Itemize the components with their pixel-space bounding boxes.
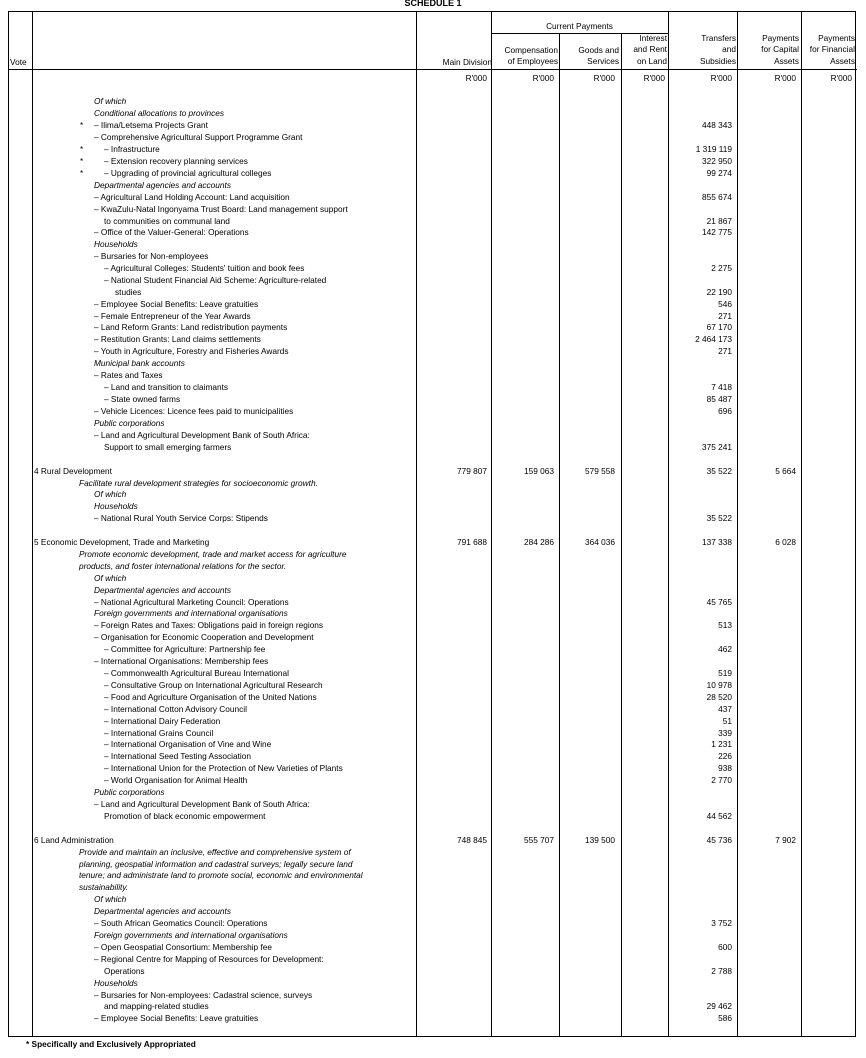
- amount-cell: 519: [718, 668, 732, 678]
- amount-cell: 139 500: [585, 835, 615, 845]
- unit-label: R'000: [532, 73, 554, 83]
- table-row: [9, 572, 857, 584]
- row-label: – Employee Social Benefits: Leave gratuities: [94, 1013, 259, 1023]
- table-row: [9, 631, 857, 643]
- amount-cell: 159 063: [524, 466, 554, 476]
- unit-label: R'000: [643, 73, 665, 83]
- row-label: Households: [94, 239, 138, 249]
- row-label: – Foreign Rates and Taxes: Obligations paid in foreign regions: [94, 620, 324, 630]
- row-label: – Open Geospatial Consortium: Membership fee: [94, 942, 273, 952]
- row-label: – International Union for the Protection of New Varieties of Plants: [104, 763, 343, 773]
- row-label: – Comprehensive Agricultural Support Programme Grant: [94, 132, 303, 142]
- table-row: [9, 667, 857, 679]
- header-rule: [9, 69, 857, 70]
- table-row: [9, 584, 857, 596]
- row-label: – Land Reform Grants: Land redistribution payments: [94, 322, 288, 332]
- row-label: – Bursaries for Non-employees: Cadastral science, surveys: [94, 990, 313, 1000]
- row-label: – Food and Agriculture Organisation of the United Nations: [104, 692, 317, 702]
- header-line: and Rent: [633, 44, 667, 55]
- amount-cell: 2 275: [711, 263, 732, 273]
- amount-cell: 22 190: [706, 287, 732, 297]
- unit-label: R'000: [774, 73, 796, 83]
- amount-cell: 938: [718, 763, 732, 773]
- row-label: – State owned farms: [104, 394, 181, 404]
- amount-cell: 29 462: [706, 1001, 732, 1011]
- row-label: – International Seed Testing Association: [104, 751, 251, 761]
- row-label: Public corporations: [94, 787, 165, 797]
- table-row: [9, 893, 857, 905]
- row-label: – Land and Agricultural Development Bank of South Africa:: [94, 430, 310, 440]
- row-label: – Regional Centre for Mapping of Resources for Development:: [94, 954, 324, 964]
- table-row: [9, 357, 857, 369]
- amount-cell: 855 674: [702, 192, 732, 202]
- table-row: [9, 810, 857, 822]
- table-row: [9, 774, 857, 786]
- row-label: Departmental agencies and accounts: [94, 585, 231, 595]
- amount-cell: 6 028: [775, 537, 796, 547]
- amount-cell: 2 788: [711, 966, 732, 976]
- row-label: – Committee for Agriculture: Partnership fee: [104, 644, 266, 654]
- row-label: – International Organisation of Vine and Wine: [104, 739, 272, 749]
- amount-cell: 513: [718, 620, 732, 630]
- amount-cell: 448 343: [702, 120, 732, 130]
- table-row: [9, 500, 857, 512]
- row-label: – Consultative Group on International Agricultural Research: [104, 680, 323, 690]
- table-row: [9, 881, 857, 893]
- row-label: Foreign governments and international organisations: [94, 608, 288, 618]
- table-row: [9, 965, 857, 977]
- row-label: – National Student Financial Aid Scheme: Agriculture-related: [104, 275, 327, 285]
- row-label: Facilitate rural development strategies for socioeconomic growth.: [79, 478, 318, 488]
- row-label: Of which: [94, 894, 127, 904]
- table-row: [9, 393, 857, 405]
- table-row: [9, 405, 857, 417]
- row-label: 6 Land Administration: [34, 835, 114, 845]
- schedule-table: [8, 11, 856, 1037]
- header-line: Subsidies: [700, 55, 736, 66]
- table-row: [9, 738, 857, 750]
- row-label: – Female Entrepreneur of the Year Awards: [94, 311, 251, 321]
- footnote: * Specifically and Exclusively Appropriated: [26, 1039, 196, 1049]
- table-row: [9, 929, 857, 941]
- amount-cell: 2 464 173: [695, 334, 732, 344]
- header-line: Goods and: [578, 45, 619, 55]
- table-row: [9, 536, 857, 548]
- vote-header: Vote: [10, 57, 27, 67]
- amount-cell: 35 522: [706, 466, 732, 476]
- amount-cell: 586: [718, 1013, 732, 1023]
- amount-cell: 99 274: [706, 168, 732, 178]
- row-label: and mapping-related studies: [104, 1001, 209, 1011]
- table-row: [9, 203, 857, 215]
- row-label: – Agricultural Land Holding Account: Land acquisition: [94, 192, 290, 202]
- table-row: [9, 512, 857, 524]
- row-label: sustainability.: [79, 882, 129, 892]
- table-row: [9, 846, 857, 858]
- table-row: [9, 155, 857, 167]
- row-label: Of which: [94, 489, 127, 499]
- amount-cell: 791 688: [457, 537, 487, 547]
- row-label: – Rates and Taxes: [94, 370, 163, 380]
- table-row: [9, 250, 857, 262]
- table-row: [9, 798, 857, 810]
- header-line: Assets: [774, 55, 799, 66]
- current-payments-header: Current Payments: [546, 21, 613, 31]
- amount-cell: 85 487: [706, 394, 732, 404]
- row-label: products, and foster international relations for the sector.: [79, 561, 287, 571]
- row-label: Promote economic development, trade and market access for agriculture: [79, 549, 347, 559]
- table-row: [9, 715, 857, 727]
- amount-cell: 7 418: [711, 382, 732, 392]
- amount-cell: 2 770: [711, 775, 732, 785]
- row-label: – South African Geomatics Council: Operations: [94, 918, 268, 928]
- amount-cell: 546: [718, 299, 732, 309]
- amount-cell: 1 319 119: [695, 144, 732, 154]
- header-line: Compensation: [504, 45, 558, 55]
- table-row: [9, 143, 857, 155]
- row-label: Of which: [94, 96, 127, 106]
- compensation-header: [492, 45, 558, 68]
- table-row: [9, 321, 857, 333]
- table-row: [9, 488, 857, 500]
- row-label: – Ilima/Letsema Projects Grant: [94, 120, 208, 130]
- row-label: Conditional allocations to provinces: [94, 108, 225, 118]
- table-row: [9, 750, 857, 762]
- row-label: – Restitution Grants: Land claims settlements: [94, 334, 261, 344]
- header-line: Interest: [639, 33, 667, 43]
- header-line: of Employees: [507, 56, 558, 67]
- table-row: [9, 643, 857, 655]
- row-label: Households: [94, 501, 138, 511]
- table-row: [9, 465, 857, 477]
- row-label: to communities on communal land: [104, 216, 230, 226]
- row-label: Provide and maintain an inclusive, effective and comprehensive system of: [79, 847, 351, 857]
- table-row: [9, 834, 857, 846]
- amount-cell: 142 775: [702, 227, 732, 237]
- unit-label: R'000: [465, 73, 487, 83]
- row-label: – Office of the Valuer-General: Operations: [94, 227, 249, 237]
- row-label: 5 Economic Development, Trade and Marketing: [34, 537, 210, 547]
- row-label: – International Organisations: Membership fees: [94, 656, 269, 666]
- row-label: studies: [115, 287, 142, 297]
- row-label: – KwaZulu-Natal Ingonyama Trust Board: Land management support: [94, 204, 348, 214]
- header-line: Payments: [762, 33, 799, 43]
- amount-cell: 364 036: [585, 537, 615, 547]
- row-label: planning, geospatial information and cadastral surveys; legally secure land: [79, 859, 353, 869]
- row-label: – World Organisation for Animal Health: [104, 775, 248, 785]
- amount-cell: 375 241: [702, 442, 732, 452]
- appropriation-marker: *: [80, 156, 84, 166]
- amount-cell: 28 520: [706, 692, 732, 702]
- table-row: [9, 179, 857, 191]
- row-label: – International Cotton Advisory Council: [104, 704, 247, 714]
- table-row: [9, 119, 857, 131]
- row-label: Public corporations: [94, 418, 165, 428]
- table-row: [9, 548, 857, 560]
- table-row: [9, 429, 857, 441]
- table-row: [9, 1012, 857, 1024]
- header-line: on Land: [637, 55, 667, 66]
- amount-cell: 284 286: [524, 537, 554, 547]
- amount-cell: 696: [718, 406, 732, 416]
- table-row: [9, 977, 857, 989]
- row-label: Households: [94, 978, 138, 988]
- table-row: [9, 417, 857, 429]
- table-row: [9, 191, 857, 203]
- row-label: – National Rural Youth Service Corps: Stipends: [94, 513, 268, 523]
- table-row: [9, 441, 857, 453]
- table-row: [9, 703, 857, 715]
- appropriation-marker: *: [80, 144, 84, 154]
- amount-cell: 3 752: [711, 918, 732, 928]
- amount-cell: 45 736: [706, 835, 732, 845]
- header-line: Services: [587, 56, 619, 67]
- row-label: – Extension recovery planning services: [104, 156, 248, 166]
- table-row: [9, 941, 857, 953]
- amount-cell: 21 867: [706, 216, 732, 226]
- unit-label: R'000: [593, 73, 615, 83]
- amount-cell: 579 558: [585, 466, 615, 476]
- amount-cell: 35 522: [706, 513, 732, 523]
- row-label: – Commonwealth Agricultural Bureau International: [104, 668, 289, 678]
- row-label: Of which: [94, 573, 127, 583]
- amount-cell: 555 707: [524, 835, 554, 845]
- row-label: – National Agricultural Marketing Council: Operations: [94, 597, 289, 607]
- amount-cell: 67 170: [706, 322, 732, 332]
- amount-cell: 271: [718, 311, 732, 321]
- row-label: – Land and transition to claimants: [104, 382, 229, 392]
- row-label: – Upgrading of provincial agricultural colleges: [104, 168, 272, 178]
- table-row: [9, 917, 857, 929]
- header-line: for Capital: [761, 44, 799, 55]
- row-label: – Youth in Agriculture, Forestry and Fisheries Awards: [94, 346, 289, 356]
- amount-cell: 322 950: [702, 156, 732, 166]
- table-row: [9, 786, 857, 798]
- amount-cell: 748 845: [457, 835, 487, 845]
- table-row: [9, 369, 857, 381]
- financial-header: [802, 33, 855, 67]
- table-row: [9, 262, 857, 274]
- row-label: – International Grains Council: [104, 728, 214, 738]
- row-label: tenure; and administrate land to promote social, economic and environmental: [79, 870, 363, 880]
- amount-cell: 10 978: [706, 680, 732, 690]
- transfers-header: [669, 33, 736, 67]
- row-label: Operations: [104, 966, 145, 976]
- table-row: [9, 333, 857, 345]
- table-row: [9, 274, 857, 286]
- amount-cell: 45 765: [706, 597, 732, 607]
- amount-cell: 5 664: [775, 466, 796, 476]
- unit-label: R'000: [830, 73, 852, 83]
- row-label: – Bursaries for Non-employees: [94, 251, 209, 261]
- amount-cell: 779 807: [457, 466, 487, 476]
- table-row: [9, 762, 857, 774]
- row-label: – Vehicle Licences: Licence fees paid to municipalities: [94, 406, 294, 416]
- unit-label: R'000: [710, 73, 732, 83]
- amount-cell: 462: [718, 644, 732, 654]
- header-line: for Financial: [809, 44, 855, 55]
- table-row: [9, 1000, 857, 1012]
- row-label: Promotion of black economic empowerment: [104, 811, 266, 821]
- table-row: [9, 167, 857, 179]
- table-row: [9, 905, 857, 917]
- row-label: – Land and Agricultural Development Bank of South Africa:: [94, 799, 310, 809]
- table-row: [9, 381, 857, 393]
- row-label: Support to small emerging farmers: [104, 442, 232, 452]
- table-row: [9, 226, 857, 238]
- amount-cell: 226: [718, 751, 732, 761]
- table-row: [9, 131, 857, 143]
- header-line: Transfers: [701, 33, 736, 43]
- table-row: [9, 107, 857, 119]
- appropriation-marker: *: [80, 168, 84, 178]
- main-division-header: Main Division: [442, 57, 492, 67]
- table-row: [9, 560, 857, 572]
- row-label: – Organisation for Economic Cooperation and Development: [94, 632, 314, 642]
- row-label: – Infrastructure: [104, 144, 160, 154]
- table-row: [9, 95, 857, 107]
- table-row: [9, 619, 857, 631]
- appropriation-marker: *: [80, 120, 84, 130]
- table-row: [9, 345, 857, 357]
- row-label: 4 Rural Development: [34, 466, 112, 476]
- amount-cell: 271: [718, 346, 732, 356]
- amount-cell: 137 338: [702, 537, 732, 547]
- row-label: – Employee Social Benefits: Leave gratuities: [94, 299, 259, 309]
- amount-cell: 339: [718, 728, 732, 738]
- goods-header: [560, 45, 619, 68]
- amount-cell: 600: [718, 942, 732, 952]
- amount-cell: 437: [718, 704, 732, 714]
- capital-header: [738, 33, 799, 67]
- table-row: [9, 238, 857, 250]
- row-label: Departmental agencies and accounts: [94, 906, 231, 916]
- row-label: – Agricultural Colleges: Students' tuition and book fees: [104, 263, 305, 273]
- interest-header: [622, 33, 667, 67]
- schedule-title: SCHEDULE 1: [404, 0, 462, 8]
- table-row: [9, 298, 857, 310]
- header-line: and: [722, 44, 736, 55]
- table-row: [9, 655, 857, 667]
- table-row: [9, 679, 857, 691]
- amount-cell: 1 231: [711, 739, 732, 749]
- row-label: Municipal bank accounts: [94, 358, 185, 368]
- row-label: Foreign governments and international organisations: [94, 930, 288, 940]
- header-line: Assets: [830, 55, 855, 66]
- row-label: Departmental agencies and accounts: [94, 180, 231, 190]
- amount-cell: 44 562: [706, 811, 732, 821]
- table-row: [9, 691, 857, 703]
- table-row: [9, 953, 857, 965]
- amount-cell: 7 902: [775, 835, 796, 845]
- table-row: [9, 607, 857, 619]
- table-row: [9, 286, 857, 298]
- row-label: – International Dairy Federation: [104, 716, 221, 726]
- header-line: Payments: [818, 33, 855, 43]
- amount-cell: 51: [722, 716, 732, 726]
- table-row: [9, 869, 857, 881]
